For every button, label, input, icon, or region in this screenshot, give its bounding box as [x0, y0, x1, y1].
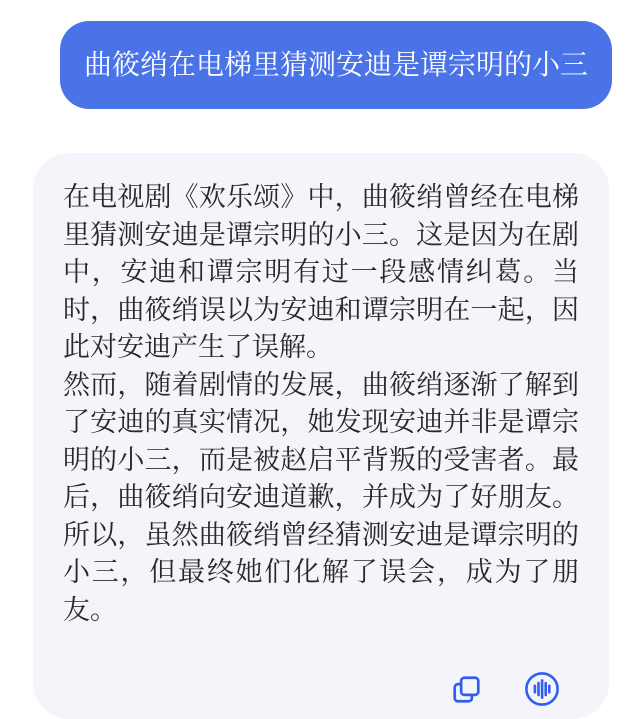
user-message-text: 曲筱绡在电梯里猜测安迪是谭宗明的小三: [83, 49, 588, 80]
copy-button[interactable]: [451, 674, 482, 705]
user-message-row: [0, 0, 640, 109]
assistant-message-bubble: [33, 153, 609, 719]
read-aloud-button[interactable]: [524, 671, 560, 707]
user-message-bubble: [60, 21, 612, 109]
assistant-paragraph: 在电视剧《欢乐颂》中，曲筱绡曾经在电梯里猜测安迪是谭宗明的小三。这是因为在剧中，安迪和谭宗明有过一段感情纠葛。当时，曲筱绡误以为安迪和谭宗明在一起，因此对安迪产生了误解。: [63, 182, 579, 362]
assistant-message-text: [63, 179, 579, 629]
copy-icon: [451, 674, 482, 705]
assistant-paragraph: 然而，随着剧情的发展，曲筱绡逐渐了解到了安迪的真实情况，她发现安迪并非是谭宗明的小三，而是被赵启平背叛的受害者。最后，曲筱绡向安迪道歉，并成为了好朋友。所以，虽然曲筱绡曾经猜测安迪是谭宗明的小三，但最终她们化解了误会，成为了朋友。: [63, 369, 579, 625]
message-actions: [63, 671, 579, 707]
voice-wave-icon: [524, 671, 560, 707]
